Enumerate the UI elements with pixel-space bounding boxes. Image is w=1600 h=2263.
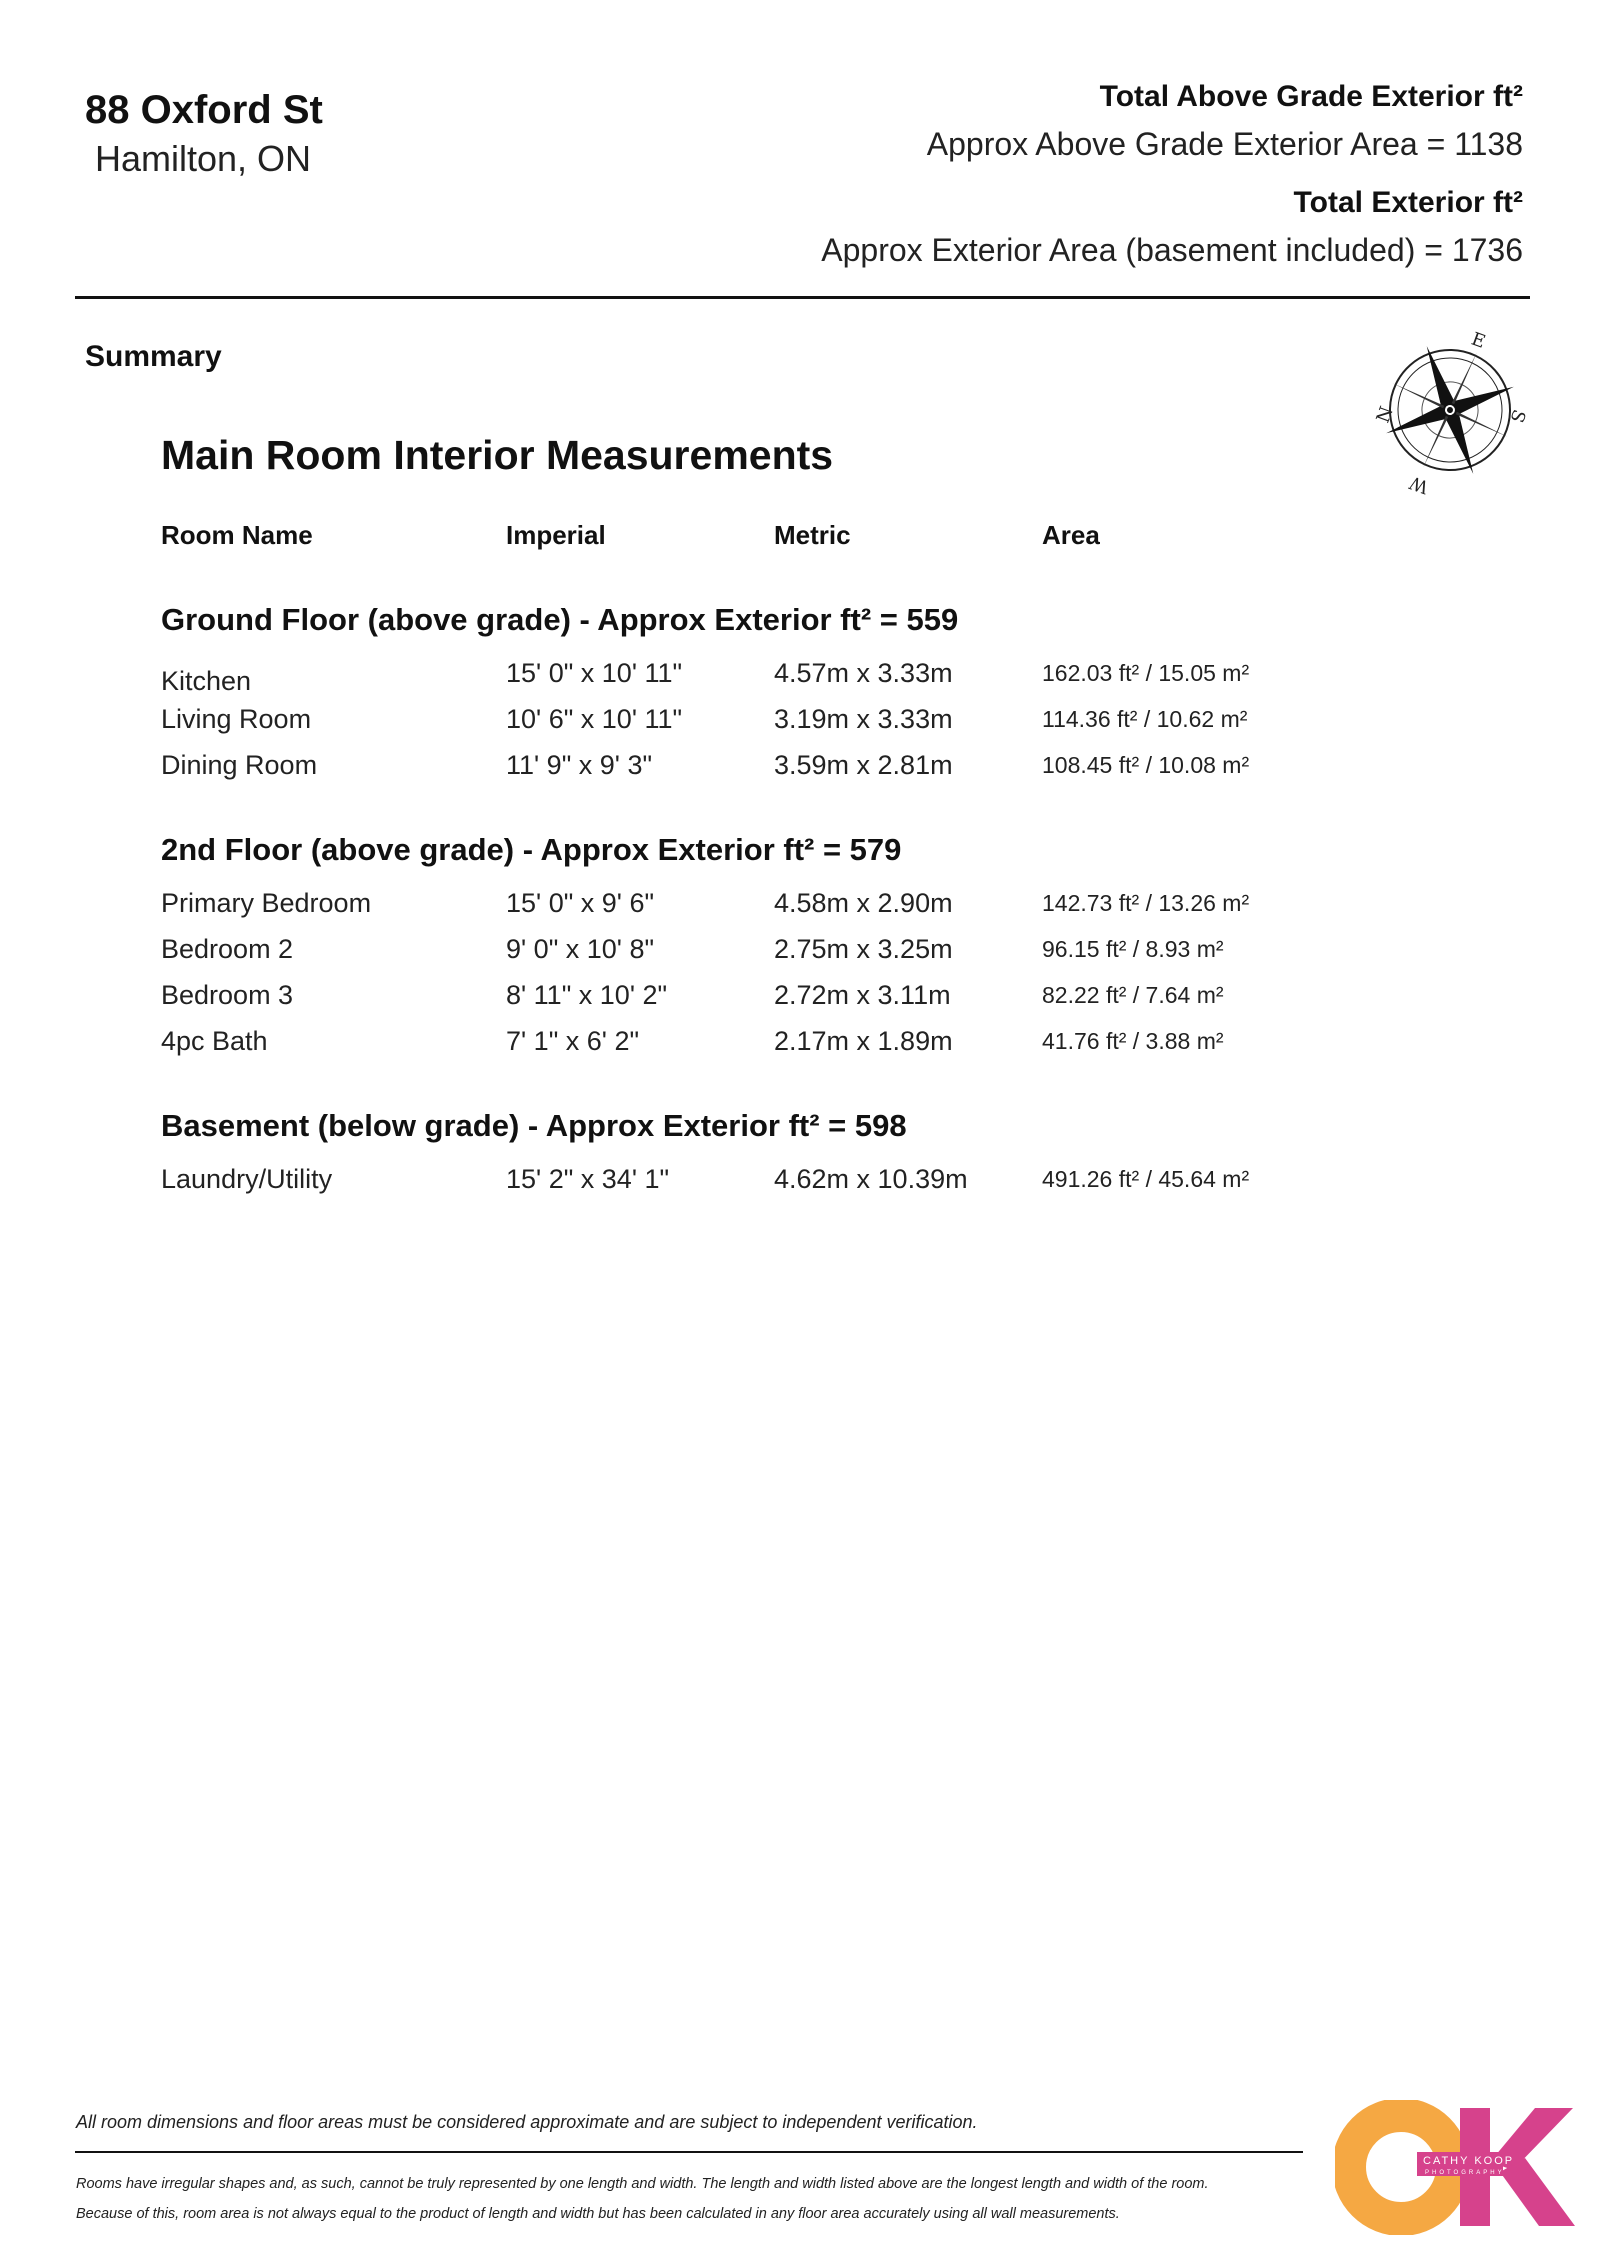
footer-divider <box>75 2151 1303 2153</box>
footer-note-1: Rooms have irregular shapes and, as such, cannot be truly represented by one length and width. The length and width listed above are the longest length and width of the room. <box>76 2176 1209 2192</box>
summary-label: Summary <box>85 340 222 373</box>
room-area: 142.73 ft² / 13.26 m² <box>1042 890 1250 916</box>
floor-title-basement: Basement (below grade) - Approx Exterior ft² = 598 <box>161 1108 907 1143</box>
room-area: 41.76 ft² / 3.88 m² <box>1042 1028 1224 1054</box>
room-name: Bedroom 3 <box>161 980 294 1010</box>
main-title: Main Room Interior Measurements <box>161 432 834 478</box>
room-imperial: 10' 6" x 10' 11" <box>506 704 683 734</box>
compass-icon <box>1360 320 1540 500</box>
floor-title-second: 2nd Floor (above grade) - Approx Exterior ft² = 579 <box>161 832 902 867</box>
compass-s: S <box>1505 406 1530 426</box>
room-name: 4pc Bath <box>161 1026 268 1056</box>
room-area: 162.03 ft² / 15.05 m² <box>1042 660 1250 686</box>
room-imperial: 15' 0" x 10' 11" <box>506 658 683 688</box>
room-metric: 3.19m x 3.33m <box>774 704 953 734</box>
room-name: Living Room <box>161 704 312 734</box>
address-street: 88 Oxford St <box>85 88 323 132</box>
room-imperial: 11' 9" x 9' 3" <box>506 750 653 780</box>
room-imperial: 7' 1" x 6' 2" <box>506 1026 640 1056</box>
room-metric: 2.72m x 3.11m <box>774 980 951 1010</box>
room-imperial: 8' 11" x 10' 2" <box>506 980 668 1010</box>
col-room-name: Room Name <box>161 520 313 550</box>
compass-e: E <box>1468 328 1489 353</box>
room-metric: 4.62m x 10.39m <box>774 1164 968 1194</box>
footer-note-2: Because of this, room area is not always equal to the product of length and width but has been calculated in any floor area accurately using all wall measurements. <box>76 2206 1120 2222</box>
room-area: 114.36 ft² / 10.62 m² <box>1042 706 1248 732</box>
room-area: 82.22 ft² / 7.64 m² <box>1042 982 1224 1008</box>
compass-w: W <box>1406 471 1432 498</box>
col-metric: Metric <box>774 520 851 550</box>
col-imperial: Imperial <box>506 520 606 550</box>
room-name: Primary Bedroom <box>161 888 372 918</box>
header-divider <box>75 296 1530 299</box>
above-grade-value: Approx Above Grade Exterior Area = 1138 <box>926 126 1523 162</box>
room-metric: 4.58m x 2.90m <box>774 888 953 918</box>
compass-n: N <box>1372 403 1398 426</box>
svg-text:CATHY KOOP: CATHY KOOP <box>1423 2155 1515 2167</box>
room-name: Laundry/Utility <box>161 1164 333 1194</box>
room-name: Bedroom 2 <box>161 934 294 964</box>
room-metric: 2.17m x 1.89m <box>774 1026 953 1056</box>
room-imperial: 15' 2" x 34' 1" <box>506 1164 670 1194</box>
above-grade-title: Total Above Grade Exterior ft² <box>1099 80 1523 113</box>
floor-title-ground: Ground Floor (above grade) - Approx Exterior ft² = 559 <box>161 602 959 637</box>
cathy-koop-logo <box>1335 2100 1575 2235</box>
room-imperial: 15' 0" x 9' 6" <box>506 888 655 918</box>
room-area: 491.26 ft² / 45.64 m² <box>1042 1166 1250 1192</box>
footer-disclaimer: All room dimensions and floor areas must be considered approximate and are subject to independent verification. <box>76 2112 978 2132</box>
room-area: 108.45 ft² / 10.08 m² <box>1042 752 1250 778</box>
room-metric: 4.57m x 3.33m <box>774 658 953 688</box>
room-imperial: 9' 0" x 10' 8" <box>506 934 655 964</box>
address-city: Hamilton, ON <box>95 138 312 179</box>
room-metric: 3.59m x 2.81m <box>774 750 953 780</box>
total-exterior-value: Approx Exterior Area (basement included) = 1736 <box>821 232 1523 268</box>
room-name: Kitchen <box>161 666 252 696</box>
total-exterior-title: Total Exterior ft² <box>1293 186 1523 219</box>
svg-text:PHOTOGRAPHY: PHOTOGRAPHY <box>1425 2170 1505 2176</box>
room-metric: 2.75m x 3.25m <box>774 934 953 964</box>
room-name: Dining Room <box>161 750 318 780</box>
col-area: Area <box>1042 520 1100 550</box>
room-area: 96.15 ft² / 8.93 m² <box>1042 936 1224 962</box>
